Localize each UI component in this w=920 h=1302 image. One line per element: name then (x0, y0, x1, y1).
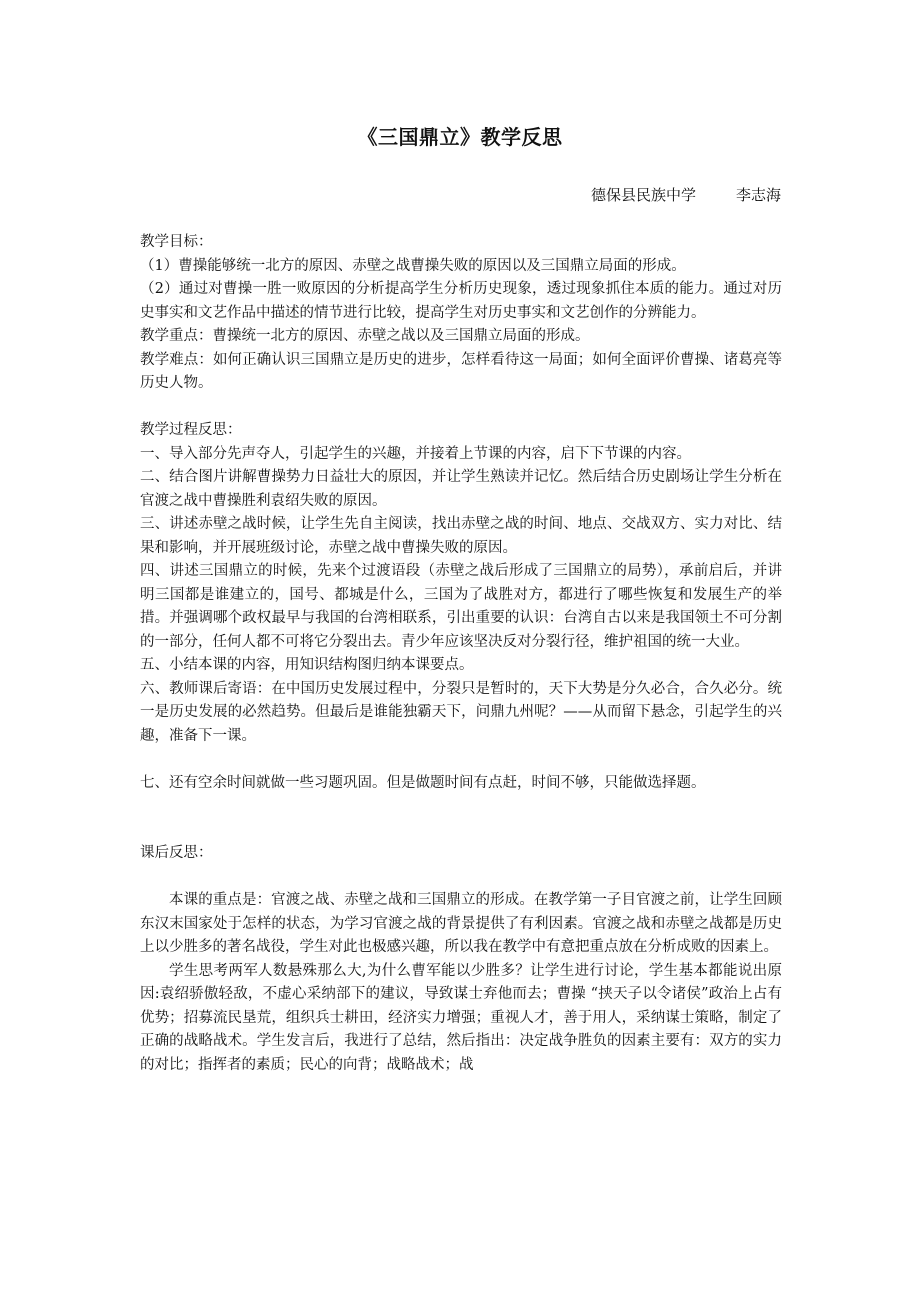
process-heading: 教学过程反思： (140, 422, 242, 438)
after-class-paragraph-1: 本课的重点是：官渡之战、赤壁之战和三国鼎立的形成。在教学第一子目官渡之前，让学生回顾东汉末国家处于怎样的状态，为学习官渡之战的背景提供了有利因素。官渡之战和赤壁之战都是历史上以少胜多的著名战役，学生对此也极感兴趣，所以我在教学中有意把重点放在分析成败的因素上。 (140, 892, 782, 955)
school-name: 德保县民族中学 (590, 186, 696, 204)
author-line (591, 182, 781, 208)
document-title: 《三国鼎立》教学反思 (357, 125, 563, 149)
goal-item-2: （2）通过对曹操一胜一败原因的分析提高学生分析历史现象，透过现象抓住本质的能力。通过对历史事实和文艺作品中描述的情节进行比较，提高学生对历史事实和文艺创作的分辨能力。 (140, 281, 782, 321)
goal-item-1: （1）曹操能够统一北方的原因、赤壁之战曹操失败的原因以及三国鼎立局面的形成。 (140, 257, 686, 274)
goals-heading: 教学目标： (140, 234, 213, 250)
after-class-paragraph-2: 学生思考两军人数悬殊那么大,为什么曹军能以少胜多？让学生进行讨论，学生基本都能说出原因:袁绍骄傲轻敌，不虚心采纳部下的建议，导致谋士弃他而去；曹操 “挟天子以令诸侯”政治上占有优势；招募流民垦荒，组织兵士耕田，经济实力增强；重视人才，善于用人，采纳谋士策略，制定了正确的战略战术。学生发言后，我进行了总结，然后指出：决定战争胜负的因素主要有：双方的实力的对比；指挥者的素质；民心的向背；战略战术；战 (140, 962, 782, 1073)
author-name: 李志海 (735, 186, 781, 204)
process-step-6: 六、教师课后寄语：在中国历史发展过程中，分裂只是暂时的，天下大势是分久必合，合久必分。统一是历史发展的必然趋势。但最后是谁能独霸天下，问鼎九州呢？——从而留下悬念，引起学生的兴趣，准备下一课。 (140, 680, 782, 744)
difficulty-point: 教学难点：如何正确认识三国鼎立是历史的进步，怎样看待这一局面；如何全面评价曹操、诸葛亮等历史人物。 (140, 351, 782, 391)
process-step-1: 一、导入部分先声夺人，引起学生的兴趣，并接着上节课的内容，启下下节课的内容。 (140, 445, 691, 462)
after-class-heading: 课后反思： (140, 845, 213, 861)
key-point: 教学重点：曹操统一北方的原因、赤壁之战以及三国鼎立局面的形成。 (140, 328, 590, 344)
process-step-7: 七、还有空余时间就做一些习题巩固。但是做题时间有点赶，时间不够，只能做选择题。 (140, 774, 706, 791)
document-body (140, 231, 782, 1077)
process-step-4: 四、讲述三国鼎立的时候，先来个过渡语段（赤壁之战后形成了三国鼎立的局势），承前启后，并讲明三国都是谁建立的，国号、都城是什么，三国为了战胜对方，都进行了哪些恢复和发展生产的举措。并强调哪个政权最早与我国的台湾相联系，引出重要的认识：台湾自古以来是我国领土不可分割的一部分，任何人都不可将它分裂出去。青少年应该坚决反对分裂行径，维护祖国的统一大业。 (140, 563, 782, 650)
process-step-2: 二、结合图片讲解曹操势力日益壮大的原因，并让学生熟读并记忆。然后结合历史剧场让学生分析在官渡之战中曹操胜利袁绍失败的原因。 (140, 469, 782, 509)
process-step-5: 五、小结本课的内容，用知识结构图归纳本课要点。 (140, 657, 474, 673)
process-step-3: 三、讲述赤壁之战时候，让学生先自主阅读，找出赤壁之战的时间、地点、交战双方、实力对比、结果和影响，并开展班级讨论，赤壁之战中曹操失败的原因。 (140, 516, 782, 556)
